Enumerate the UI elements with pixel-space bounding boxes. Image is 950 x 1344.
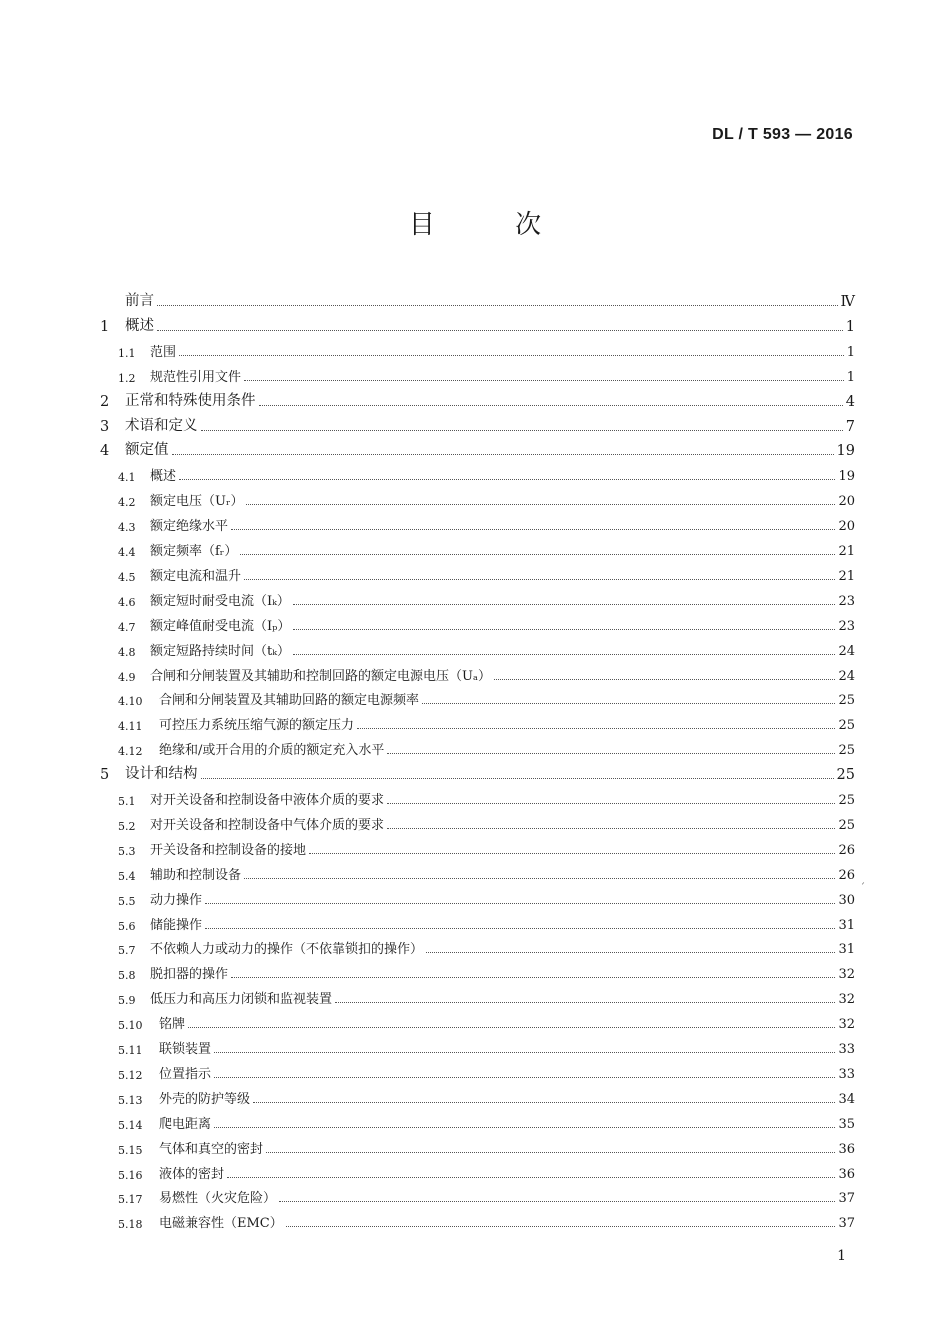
toc-leader-dots (172, 454, 834, 455)
toc-entry-number: 5.5 (118, 894, 136, 908)
toc-entry-title: 额定短路持续时间（tₖ） (150, 643, 290, 659)
toc-entry-number: 5.17 (118, 1193, 143, 1207)
toc-entry-number: 5.18 (118, 1218, 143, 1232)
toc-entry[interactable] (100, 609, 855, 634)
toc-entry-number: 4.6 (118, 595, 136, 609)
toc-entry[interactable] (100, 509, 855, 534)
toc-leader-dots (244, 579, 835, 580)
toc-leader-dots (231, 529, 835, 530)
toc-leader-dots (259, 405, 843, 406)
toc-entry-title: 爬电距离 (159, 1116, 212, 1132)
toc-entry-page: 25 (838, 817, 855, 833)
toc-entry-number: 5.3 (118, 844, 136, 858)
toc-leader-dots (357, 728, 835, 729)
toc-entry-page: 30 (838, 892, 855, 908)
toc-entry[interactable] (100, 733, 855, 758)
toc-entry-number: 5.7 (118, 944, 136, 958)
toc-leader-dots (244, 380, 844, 381)
toc-entry-page: 21 (838, 544, 855, 559)
toc-entry[interactable] (100, 434, 855, 459)
toc-entry[interactable] (100, 1206, 855, 1231)
toc-entry-title: 开关设备和控制设备的接地 (150, 842, 307, 858)
toc-entry-title: 合闸和分闸装置及其辅助和控制回路的额定电源电压（Uₐ） (150, 668, 491, 684)
toc-leader-dots (387, 753, 835, 754)
toc-entry-page: 24 (838, 668, 855, 684)
toc-entry-page: 20 (838, 519, 855, 535)
toc-leader-dots (279, 1201, 835, 1202)
toc-entry-title: 外壳的防护等级 (159, 1091, 251, 1107)
toc-entry-title: 设计和结构 (125, 766, 198, 783)
toc-leader-dots (253, 1102, 835, 1103)
toc-leader-dots (201, 778, 834, 779)
toc-entry-page: 25 (838, 793, 855, 808)
toc-entry-page: 20 (838, 494, 855, 510)
toc-entry-number: 4.12 (118, 745, 143, 759)
toc-entry-number: 5.8 (118, 969, 136, 983)
toc-entry-title: 额定峰值耐受电流（Iₚ） (150, 618, 291, 634)
toc-entry[interactable] (100, 559, 855, 584)
toc-entry-title: 正常和特殊使用条件 (125, 392, 256, 409)
toc-leader-dots (214, 1052, 835, 1053)
toc-entry-page: 4 (845, 393, 855, 410)
toc-leader-dots (188, 1027, 835, 1028)
toc-entry-page: 1 (846, 369, 855, 385)
stray-mark: ˊ (860, 883, 865, 894)
toc-entry-number: 1 (100, 318, 110, 335)
toc-leader-dots (201, 430, 843, 431)
toc-entry-number: 3 (100, 418, 110, 435)
toc-entry-title: 铭牌 (159, 1017, 186, 1033)
toc-entry-title: 绝缘和/或开合用的介质的额定充入水平 (159, 743, 385, 759)
toc-entry[interactable] (100, 1007, 855, 1032)
toc-entry[interactable] (100, 858, 855, 883)
toc-entry[interactable] (100, 982, 855, 1007)
toc-entry-number: 5.16 (118, 1168, 143, 1182)
toc-entry-number: 4.2 (118, 496, 136, 510)
toc-entry[interactable] (100, 833, 855, 858)
toc-leader-dots (179, 355, 844, 356)
toc-entry-title: 气体和真空的密封 (159, 1141, 264, 1157)
toc-entry-number: 4.11 (118, 720, 143, 734)
toc-entry[interactable] (100, 1057, 855, 1082)
toc-entry-page: 33 (838, 1042, 855, 1057)
toc-entry-title: 脱扣器的操作 (150, 967, 229, 983)
toc-entry-number: 4.4 (118, 546, 136, 559)
toc-entry-title: 额定电压（Uᵣ） (150, 494, 244, 510)
toc-entry-title: 前言 (125, 293, 154, 309)
toc-entry-number: 4 (100, 443, 110, 460)
toc-entry[interactable] (100, 1082, 855, 1107)
toc-entry[interactable] (100, 758, 855, 783)
toc-entry-number: 5.2 (118, 819, 136, 833)
toc-entry-title: 联锁装置 (159, 1042, 212, 1057)
toc-entry[interactable] (100, 534, 855, 559)
toc-entry-title: 合闸和分闸装置及其辅助回路的额定电源频率 (159, 693, 420, 709)
toc-entry-number: 5.12 (118, 1068, 143, 1082)
toc-entry[interactable] (100, 808, 855, 833)
toc-leader-dots (205, 928, 835, 929)
toc-entry[interactable] (100, 1157, 855, 1182)
toc-entry[interactable] (100, 957, 855, 982)
toc-entry-title: 位置指示 (159, 1066, 212, 1082)
toc-entry-page: 35 (838, 1116, 855, 1132)
toc-entry-title: 电磁兼容性（EMC） (159, 1216, 283, 1232)
toc-entry-page: 25 (838, 718, 855, 734)
toc-leader-dots (205, 903, 835, 904)
toc-entry-number: 5.6 (118, 919, 136, 933)
toc-entry[interactable] (100, 683, 855, 708)
toc-entry-page: 31 (838, 942, 855, 958)
toc-entry-title: 动力操作 (150, 892, 203, 908)
toc-leader-dots (157, 305, 838, 306)
toc-entry-title: 额定绝缘水平 (150, 519, 229, 535)
page-number: 1 (837, 1248, 846, 1264)
toc-entry-page: 26 (838, 842, 855, 858)
toc-entry[interactable] (100, 908, 855, 933)
toc-entry-title: 术语和定义 (125, 417, 198, 434)
toc-entry[interactable] (100, 310, 855, 335)
toc-entry-number: 5.9 (118, 994, 136, 1008)
toc-entry-page: 36 (838, 1141, 855, 1157)
toc-entry[interactable] (100, 883, 855, 908)
toc-entry-title: 概述 (150, 469, 177, 485)
toc-entry-number: 4.7 (118, 620, 136, 634)
toc-entry-title: 额定短时耐受电流（Iₖ） (150, 593, 290, 609)
toc-entry-number: 5.11 (118, 1044, 143, 1057)
toc-entry-title: 不依赖人力或动力的操作（不依靠锁扣的操作） (150, 942, 424, 958)
toc-entry-number: 4.3 (118, 521, 136, 535)
toc-entry-number: 1.1 (118, 346, 136, 360)
toc-entry-page: 32 (838, 967, 855, 983)
toc-entry-number: 5.4 (118, 869, 136, 883)
toc-entry[interactable] (100, 1032, 855, 1057)
toc-entry-page: 37 (838, 1191, 855, 1207)
toc-entry-page: 23 (838, 593, 855, 609)
toc-entry-number: 5.10 (118, 1019, 143, 1033)
toc-entry-page: 21 (838, 568, 855, 584)
toc-entry[interactable] (100, 285, 855, 310)
toc-entry-title: 可控压力系统压缩气源的额定压力 (159, 718, 355, 734)
page-title: 目 次 (408, 210, 578, 240)
toc-leader-dots (387, 803, 835, 804)
toc-entry[interactable] (100, 410, 855, 435)
toc-entry[interactable] (100, 708, 855, 733)
toc-leader-dots (309, 853, 835, 854)
toc-entry-title: 易燃性（火灾危险） (159, 1191, 277, 1207)
toc-entry-number: 5.14 (118, 1118, 143, 1132)
toc-entry-title: 对开关设备和控制设备中液体介质的要求 (150, 793, 385, 808)
toc-entry-title: 额定值 (125, 442, 169, 459)
toc-entry[interactable] (100, 1181, 855, 1206)
toc-leader-dots (422, 703, 835, 704)
toc-entry-page: 33 (838, 1066, 855, 1082)
toc-entry[interactable] (100, 1107, 855, 1132)
toc-entry-page: Ⅳ (840, 294, 855, 310)
toc-entry[interactable] (100, 1132, 855, 1157)
toc-entry-page: 7 (845, 418, 855, 435)
toc-entry-number: 5 (100, 767, 110, 784)
toc-entry-page: 32 (838, 992, 855, 1008)
toc-leader-dots (157, 330, 843, 331)
toc-entry-page: 25 (836, 767, 855, 784)
toc-entry[interactable] (100, 659, 855, 684)
toc-leader-dots (335, 1002, 835, 1003)
toc-entry-number: 5.13 (118, 1093, 143, 1107)
toc-entry-page: 1 (846, 344, 855, 360)
toc-entry-title: 低压力和高压力闭锁和监视装置 (150, 992, 333, 1008)
toc-entry[interactable] (100, 459, 855, 484)
toc-entry-page: 32 (838, 1017, 855, 1033)
toc-entry-number: 4.10 (118, 695, 143, 709)
toc-entry-title: 规范性引用文件 (150, 369, 242, 385)
toc-entry[interactable] (100, 634, 855, 659)
toc-entry[interactable] (100, 932, 855, 957)
toc-entry-number: 4.8 (118, 645, 136, 659)
toc-entry-title: 范围 (150, 344, 177, 360)
toc-entry-number: 2 (100, 393, 110, 410)
toc-entry-number: 4.5 (118, 570, 136, 584)
toc-entry-number: 5.15 (118, 1143, 143, 1157)
toc-leader-dots (426, 952, 835, 953)
toc-entry[interactable] (100, 484, 855, 509)
toc-leader-dots (214, 1127, 835, 1128)
standard-code: DL / T 593 — 2016 (712, 126, 853, 143)
toc-entry-page: 36 (838, 1166, 855, 1182)
toc-entry-page: 34 (838, 1091, 855, 1107)
toc-leader-dots (231, 977, 835, 978)
toc-entry[interactable] (100, 360, 855, 385)
toc-leader-dots (293, 654, 835, 655)
toc-leader-dots (227, 1177, 835, 1178)
toc-entry-title: 额定频率（fᵣ） (150, 544, 238, 559)
toc-leader-dots (179, 479, 835, 480)
toc-leader-dots (293, 629, 835, 630)
toc-leader-dots (246, 504, 835, 505)
toc-leader-dots (244, 878, 835, 879)
toc-leader-dots (387, 828, 835, 829)
toc-leader-dots (214, 1077, 835, 1078)
toc-entry[interactable] (100, 385, 855, 410)
toc-entry-title: 液体的密封 (159, 1166, 225, 1182)
toc-entry[interactable] (100, 584, 855, 609)
toc-entry-number: 4.9 (118, 670, 136, 684)
toc-entry[interactable] (100, 783, 855, 808)
toc-leader-dots (266, 1152, 835, 1153)
toc-entry-title: 额定电流和温升 (150, 568, 242, 584)
toc-entry-title: 对开关设备和控制设备中气体介质的要求 (150, 817, 385, 833)
toc-entry-page: 25 (838, 743, 855, 759)
toc-entry-number: 5.1 (118, 795, 136, 808)
toc-entry-page: 25 (838, 693, 855, 709)
toc-entry-number: 1.2 (118, 371, 136, 385)
toc-entry-page: 23 (838, 618, 855, 634)
toc-leader-dots (494, 679, 835, 680)
toc-entry-page: 19 (838, 469, 855, 485)
toc-entry-title: 概述 (125, 317, 154, 334)
toc-leader-dots (240, 554, 835, 555)
toc-entry-title: 储能操作 (150, 917, 203, 933)
toc-entry[interactable] (100, 335, 855, 360)
toc-entry-page: 31 (838, 917, 855, 933)
toc-entry-number: 4.1 (118, 471, 136, 485)
toc-entry-page: 19 (836, 443, 855, 460)
toc-entry-page: 1 (845, 318, 855, 335)
toc-entry-page: 26 (838, 867, 855, 883)
toc-leader-dots (293, 604, 836, 605)
toc-leader-dots (286, 1226, 836, 1227)
toc-entry-page: 37 (838, 1216, 855, 1232)
toc-entry-title: 辅助和控制设备 (150, 867, 242, 883)
toc-entry-page: 24 (838, 643, 855, 659)
